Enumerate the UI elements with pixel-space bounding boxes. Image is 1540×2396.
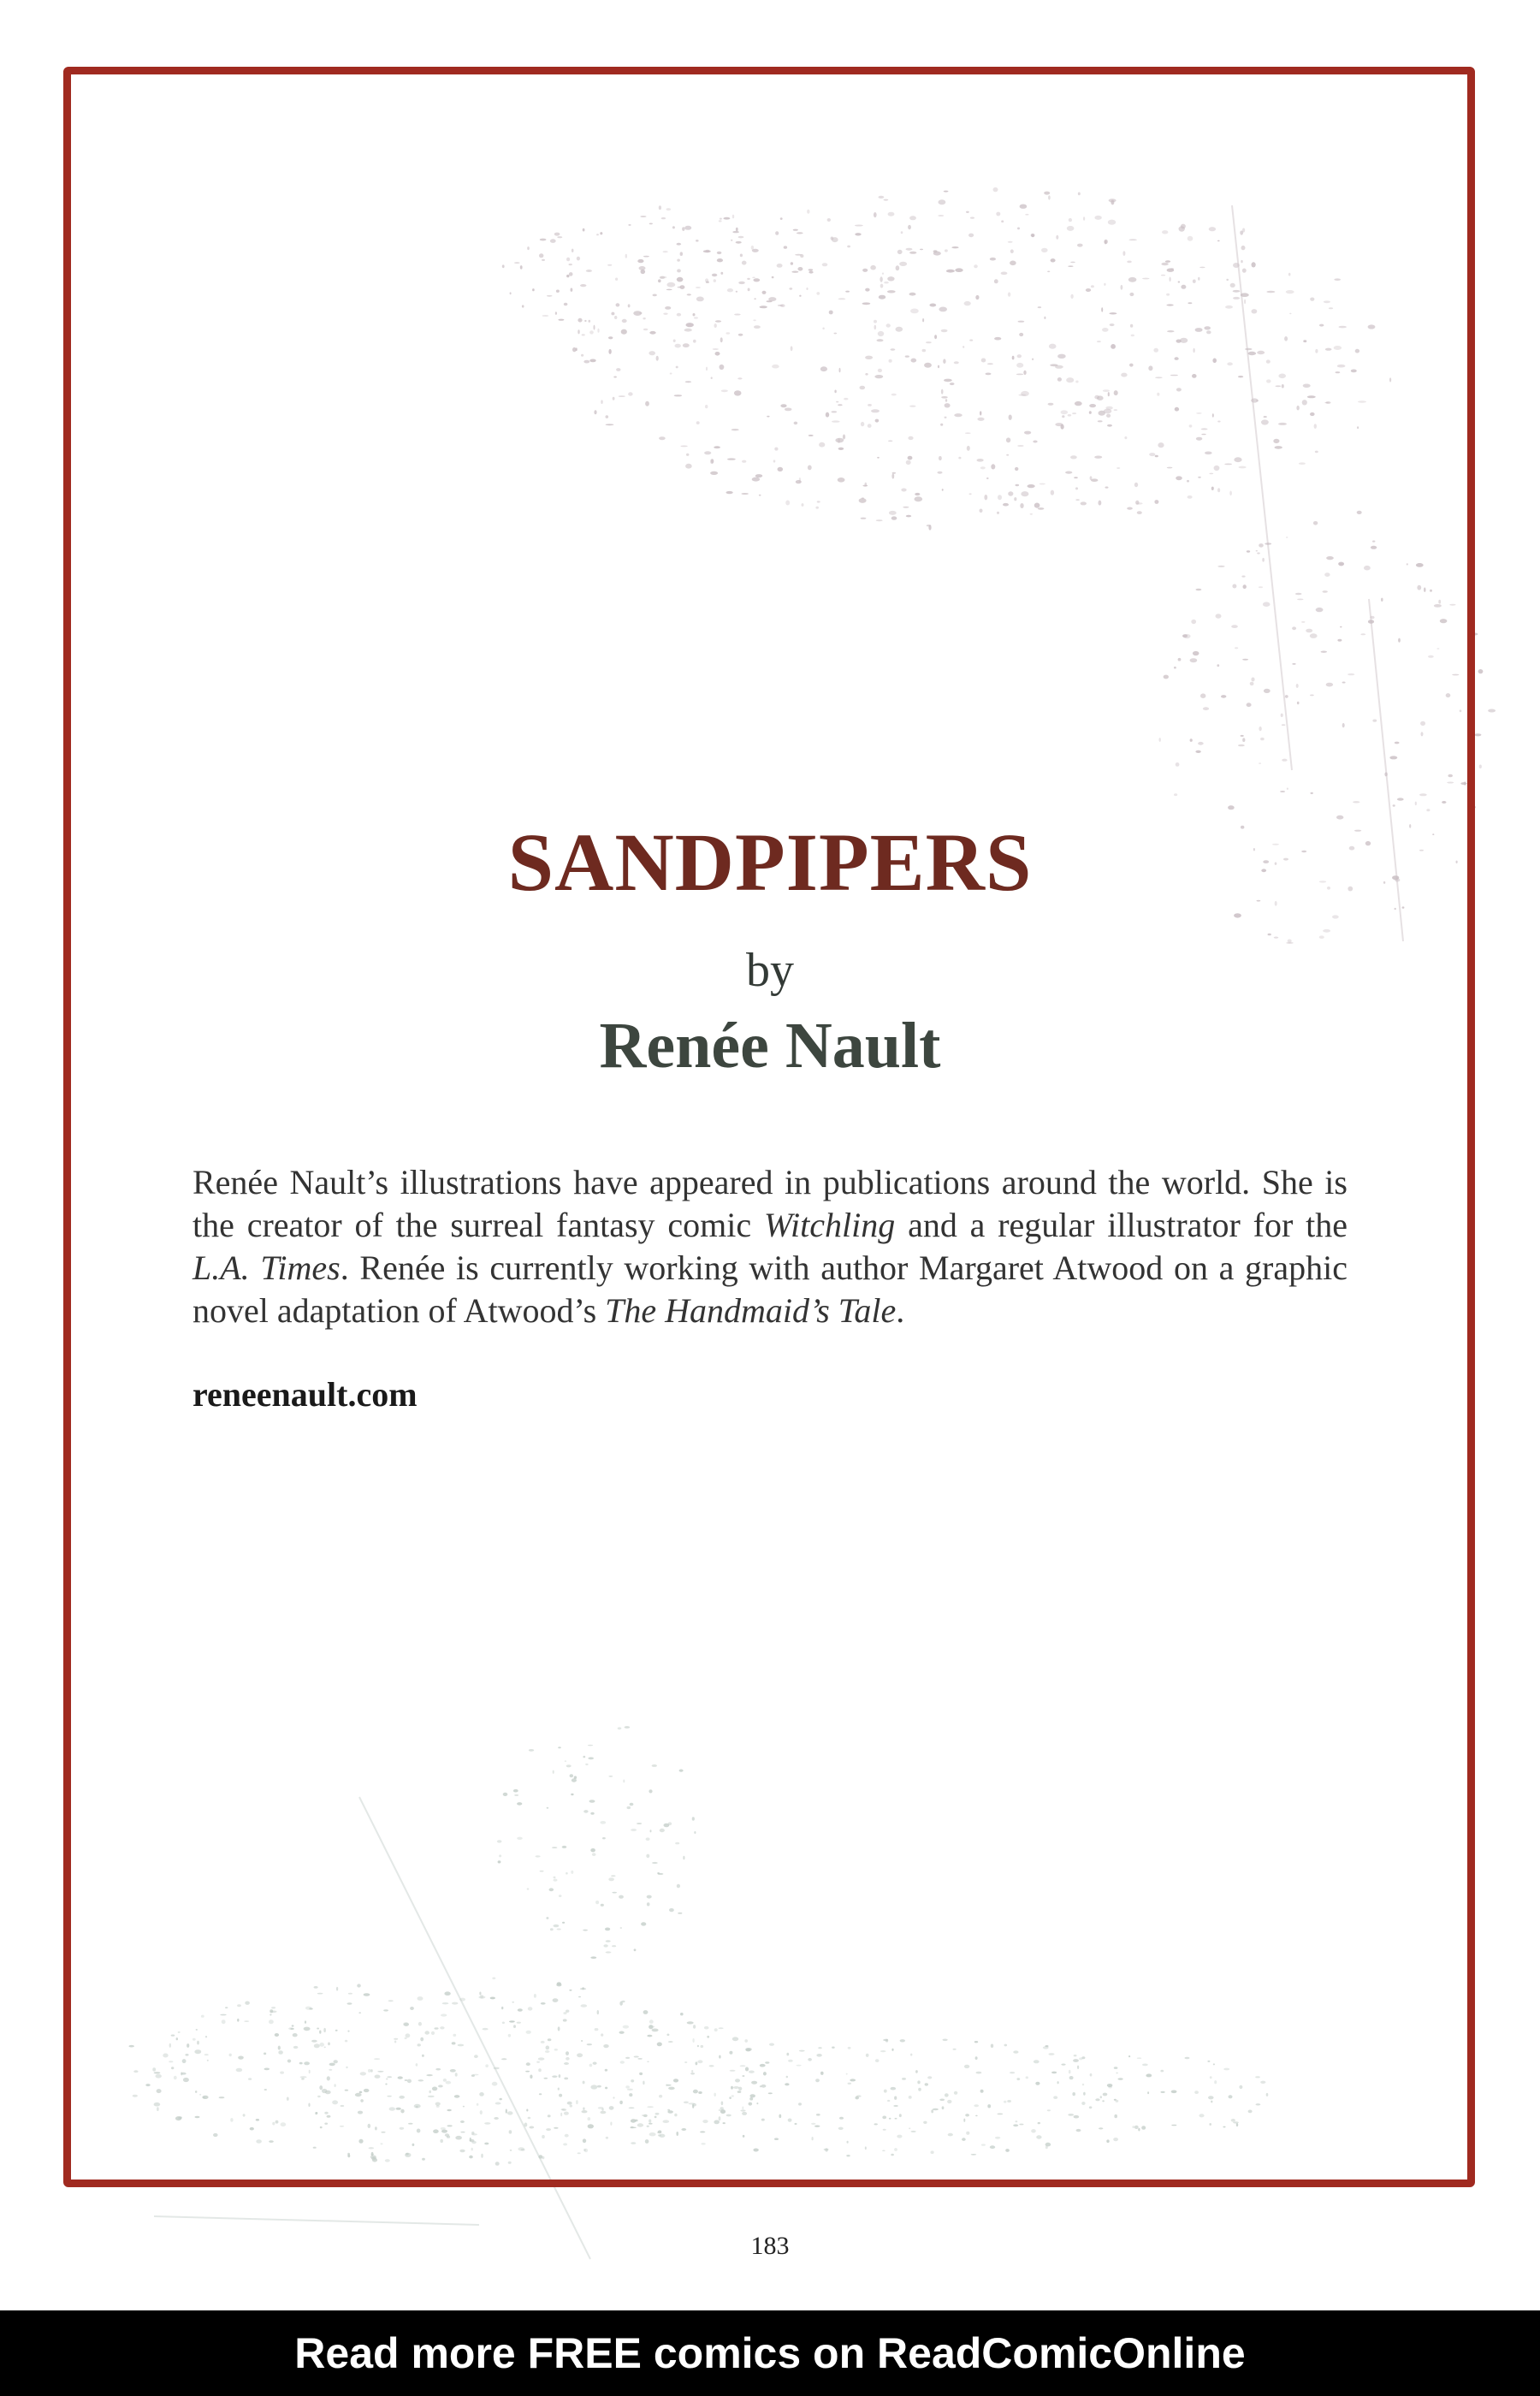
bio-italic-title: Witchling bbox=[763, 1206, 896, 1244]
story-title: SANDPIPERS bbox=[507, 816, 1033, 908]
author-bio bbox=[192, 1161, 1348, 1332]
promo-banner bbox=[0, 2310, 1540, 2396]
author-website-link[interactable]: reneenault.com bbox=[192, 1375, 418, 1414]
bio-text: . bbox=[896, 1291, 905, 1330]
bio-text: . Renée is currently working with author Margaret Atwood on a graphic novel adaptation of Atwood’s bbox=[192, 1248, 1348, 1330]
bio-italic-title: The Handmaid’s Tale bbox=[605, 1291, 897, 1330]
page-number: 183 bbox=[750, 2232, 790, 2260]
page-border-frame bbox=[63, 67, 1475, 2187]
author-name: Renée Nault bbox=[599, 1010, 941, 1082]
promo-banner-link[interactable]: Read more FREE comics on ReadComicOnline bbox=[294, 2329, 1246, 2377]
bio-text: Renée Nault’s illustrations have appeared in publications around the world. She is the creator of the surreal fantasy comic bbox=[192, 1163, 1348, 1244]
bio-italic-title: L.A. Times bbox=[192, 1248, 341, 1287]
byline-label: by bbox=[746, 944, 794, 997]
bio-text: and a regular illustrator for the bbox=[895, 1206, 1348, 1244]
